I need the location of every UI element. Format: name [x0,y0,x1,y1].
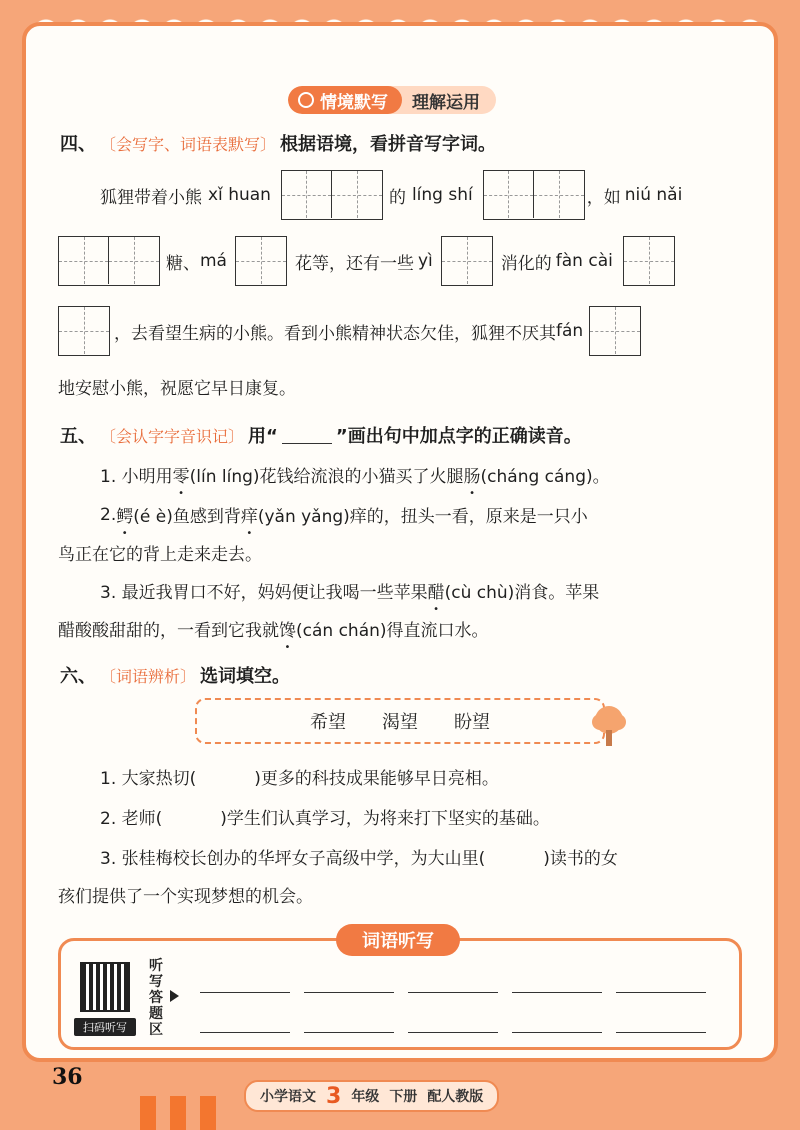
section6-tag: 〔词语辨析〕 [100,666,197,686]
text: ，去看望生病的小熊。看到小熊精神状态欠佳，狐狸不厌其 [114,323,556,344]
answer-box[interactable] [281,170,383,220]
text: 1. 小明用 [100,467,173,487]
section6-title: 选词填空。 [200,666,291,687]
section5-q1 [100,462,610,487]
page-number: 36 [52,1064,83,1090]
text: 3. 最近我胃口不好，妈妈便让我喝一些苹果 [100,583,428,603]
text: (yǎn yǎng)痒的，扭头一看，原来是一只小 [257,507,588,527]
answer-line[interactable] [304,992,394,993]
footer-grade-word: 年级 [351,1089,380,1105]
section5-tag: 〔会认字字音识记〕 [100,426,245,446]
answer-line[interactable] [408,992,498,993]
word-choices-box [195,698,605,744]
answer-line[interactable] [616,992,706,993]
text: 3. 张桂梅校长创办的华坪女子高级中学，为大山里( [100,849,486,869]
answer-line[interactable] [512,992,602,993]
text: 2. [100,504,117,525]
text: 消化的 [500,253,552,274]
answer-box[interactable] [58,236,160,286]
text: )学生们认真学习，为将来打下坚实的基础。 [220,809,550,829]
text: 醋酸酸甜甜的，一看到它我就 [58,621,279,641]
section5-q3-line2 [58,616,489,641]
section5-q3-line1 [100,578,599,603]
answer-line[interactable] [512,1032,602,1033]
answer-box[interactable] [58,306,110,356]
answer-line[interactable] [200,992,290,993]
dotted-char: 醋 • [428,578,445,603]
underline-sample [282,427,332,444]
dotted-char: 痒 • [241,502,258,527]
pinyin: fàn cài [555,251,613,271]
dictation-tab: 词语听写 [336,924,460,956]
section4-tag: 〔会写字、词语表默写〕 [100,134,277,154]
header-main-label: 情境默写 [320,92,388,113]
header-main [288,86,402,114]
text: (cháng cáng)。 [480,467,610,487]
section5-heading [60,422,582,448]
answer-box[interactable] [441,236,493,286]
text: (cù chù)消食。苹果 [444,583,600,603]
text: 2. 老师( [100,809,163,829]
text: (é è)鱼感到背 [133,507,241,527]
pinyin: fán [556,321,584,341]
text: )读书的女 [543,849,618,869]
pinyin: xǐ huan [208,185,271,205]
pinyin: yì [417,251,433,271]
answer-line[interactable] [408,1032,498,1033]
arrow-right-icon [170,990,179,1002]
section4-heading [60,130,496,156]
text: 狐狸带着小熊 [100,187,202,208]
word-choice: 渴望 [382,712,418,733]
answer-box[interactable] [483,170,585,220]
word-choice: 盼望 [454,712,490,733]
section5-number: 五、 [60,426,96,447]
dotted-char: 鳄 • [116,502,133,527]
pinyin: má [200,251,227,271]
text: 1. 大家热切( [100,769,197,789]
text: 用“ [248,426,278,447]
dotted-char: 肠 • [464,462,481,487]
section6-q2 [100,804,550,829]
footer-subject: 小学语文 [260,1089,316,1105]
section6-number: 六、 [60,666,96,687]
clock-icon [298,92,314,108]
qr-label: 扫码听写 [74,1018,136,1036]
answer-line[interactable] [304,1032,394,1033]
text: 糖、 [166,253,200,274]
text: )更多的科技成果能够早日亮相。 [254,769,499,789]
header-sub-label: 理解运用 [412,92,480,113]
pinyin: niú nǎi [624,185,683,205]
section4-line3 [58,306,641,356]
dictation-side-label: 听写答题区 [149,958,163,1038]
footer-edition: 配人教版 [427,1089,484,1105]
text: ”画出句中加点字的正确读音。 [335,426,582,447]
tree-illustration-icon [588,704,630,748]
footer-term: 下册 [389,1089,418,1105]
dotted-char: 零 • [173,462,190,487]
decor-bar [170,1096,186,1130]
section6-q1 [100,764,499,789]
section4-line2 [58,236,675,286]
decor-bar [140,1096,156,1130]
section4-number: 四、 [60,134,96,155]
decor-bar [200,1096,216,1130]
answer-line[interactable] [200,1032,290,1033]
section4-line4: 地安慰小熊，祝愿它早日康复。 [58,379,296,399]
section5-q2-line2: 鸟正在它的背上走来走去。 [58,545,262,565]
word-choice: 希望 [310,712,346,733]
section-header-pill [288,86,496,114]
text: (lín líng)花钱给流浪的小猫买了火腿 [189,467,464,487]
text: 的 [388,187,406,208]
text: (cán chán)得直流口水。 [296,621,489,641]
answer-line[interactable] [616,1032,706,1033]
footer-grade-number: 3 [326,1083,342,1109]
dotted-char: 馋 • [279,616,296,641]
section6-q3-line2: 孩们提供了一个实现梦想的机会。 [58,887,313,907]
section6-q3-line1 [100,844,618,869]
text: ，如 [586,187,621,208]
text: 花等，还有一些 [294,253,414,274]
section4-title: 根据语境，看拼音写字词。 [280,134,497,155]
section5-q2-line1 [100,502,588,527]
answer-box[interactable] [235,236,287,286]
answer-box[interactable] [589,306,641,356]
pinyin: líng shí [411,185,473,205]
qr-code-icon[interactable] [80,962,130,1012]
footer-book-info [244,1080,499,1112]
section6-heading [60,662,290,688]
section4-line1 [100,170,682,220]
answer-box[interactable] [623,236,675,286]
